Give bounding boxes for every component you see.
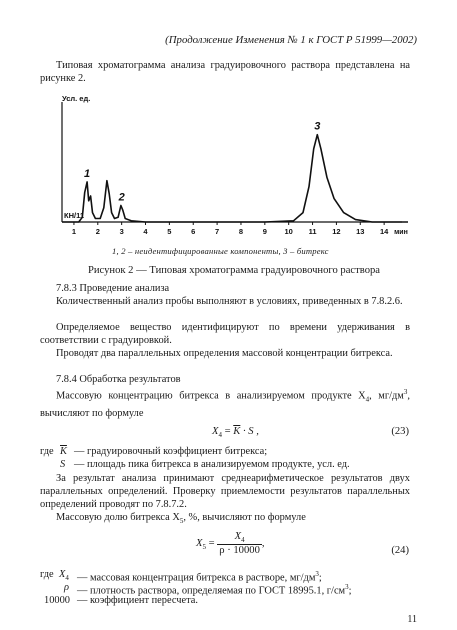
formula-23-number: (23) bbox=[391, 426, 409, 437]
x-tick-label: 14 bbox=[379, 227, 389, 236]
x-tick-label: 9 bbox=[262, 227, 267, 236]
where-x4-text: — массовая концентрация битрекса в растворе, $мг/дм^3$; bbox=[77, 570, 322, 584]
where-k-text: — градуировочный коэффициент битрекса; bbox=[74, 446, 268, 457]
chromatogram-chart bbox=[60, 94, 410, 242]
where-coeff-symbol: 10000 bbox=[44, 595, 70, 606]
chromatogram-trace bbox=[62, 135, 408, 222]
where-coeff-text: — коэффициент пересчета. bbox=[77, 595, 198, 606]
section-7-8-4-paragraph: Массовую концентрацию битрекса в анализируемом продукте $X_4$, $мг/дм^3$, вычисляют по формуле bbox=[40, 388, 410, 419]
figure-caption: Рисунок 2 — Типовая хроматограмма градуировочного раствора bbox=[88, 265, 380, 276]
x-tick-label: 8 bbox=[238, 227, 244, 236]
section-7-8-3-paragraph-3: Проводят два параллельных определения массовой концентрации битрекса. bbox=[56, 348, 393, 359]
x-tick-label: 6 bbox=[191, 227, 196, 236]
baseline-label: КН/11 bbox=[64, 211, 85, 220]
x-tick-label: 4 bbox=[143, 227, 148, 236]
peak-label-1: 1 bbox=[83, 167, 91, 180]
where-rho-text: — плотность раствора, определяемая по ГОСТ 18995.1, $г/см^3$; bbox=[77, 583, 352, 597]
x-tick-label: 13 bbox=[356, 227, 365, 236]
x-tick-label: 1 bbox=[71, 227, 77, 236]
x-axis-label: мин bbox=[394, 229, 408, 236]
where-rho-symbol: ρ bbox=[64, 582, 69, 593]
peak-label-3: 3 bbox=[314, 120, 321, 133]
figure-legend: 1, 2 – неидентифицированные компоненты, 3 – битрекс bbox=[112, 246, 329, 256]
section-7-8-3-paragraph-2: Определяемое вещество идентифицируют по времени удерживания в соответствии с градуировкой. bbox=[40, 322, 410, 347]
page-number: 11 bbox=[407, 614, 417, 625]
where-lead-1: где bbox=[40, 446, 54, 457]
x-tick-label: 5 bbox=[167, 227, 172, 236]
where-x4-symbol: $X_4$ bbox=[59, 569, 69, 583]
running-header: (Продолжение Изменения № 1 к ГОСТ Р 51999—2002) bbox=[165, 34, 417, 46]
where-lead-2: где bbox=[40, 569, 54, 580]
formula-23: $X_4 = \overline{K} \cdot S$ , bbox=[212, 426, 259, 440]
section-7-8-4-title: 7.8.4 Обработка результатов bbox=[56, 374, 181, 385]
intro-paragraph: Типовая хроматограмма анализа градуировочного раствора представлена на рисунке 2. bbox=[40, 60, 410, 85]
formula-24-number: (24) bbox=[391, 545, 409, 556]
x-tick-label: 3 bbox=[119, 227, 124, 236]
result-paragraph: За результат анализа принимают среднеарифметическое результатов двух параллельных определений. Проверку приемлемости результатов параллельных определений проводят по 7.8.7.2. bbox=[40, 473, 410, 511]
y-axis-label: Усл. ед. bbox=[62, 94, 91, 103]
formula-24: $X_5$ = $\frac{X_4}{\rho \cdot 10000}$ , bbox=[196, 531, 265, 557]
peak-label-2: 2 bbox=[118, 191, 125, 204]
x-tick-label: 12 bbox=[332, 227, 341, 236]
where-k-symbol: $\overline{K}$ bbox=[60, 446, 67, 457]
mass-fraction-paragraph: Массовую долю битрекса $X_5$, %, вычисляют по формуле bbox=[56, 512, 306, 526]
x-tick-label: 7 bbox=[215, 227, 220, 236]
x-tick-label: 10 bbox=[284, 227, 293, 236]
section-7-8-3-paragraph-1: Количественный анализ пробы выполняют в условиях, приведенных в 7.8.2.6. bbox=[56, 296, 403, 307]
where-s-text: — площадь пика битрекса в анализируемом продукте, усл. ед. bbox=[74, 459, 350, 470]
x-tick-label: 11 bbox=[308, 227, 317, 236]
where-s-symbol: S bbox=[60, 459, 66, 470]
section-7-8-3-title: 7.8.3 Проведение анализа bbox=[56, 283, 170, 294]
x-tick-label: 2 bbox=[95, 227, 100, 236]
